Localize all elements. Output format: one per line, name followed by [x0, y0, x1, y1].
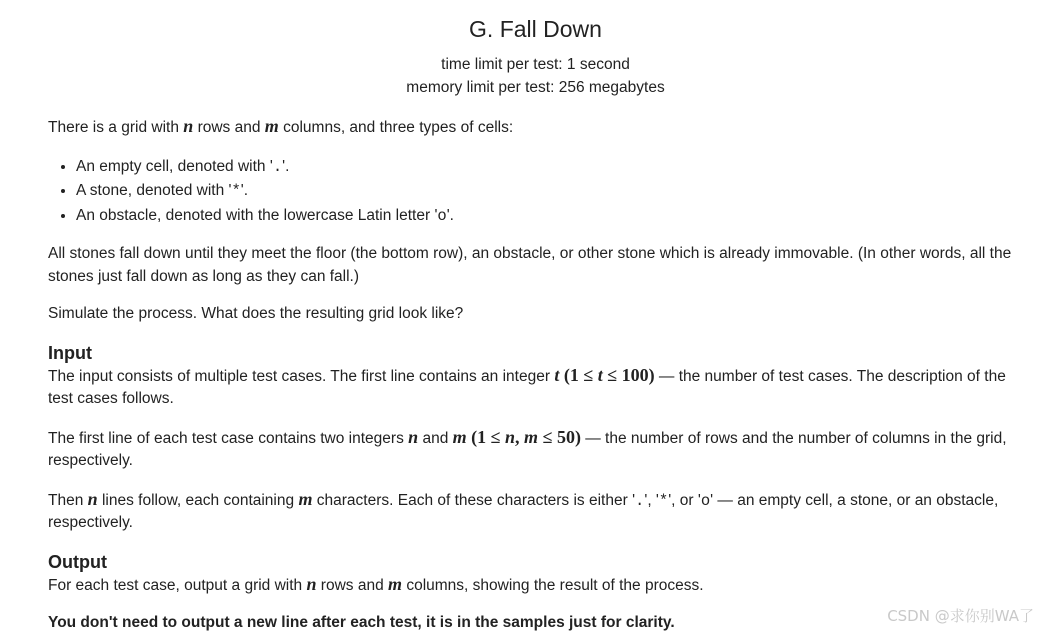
cell-types-list — [48, 155, 1023, 229]
csdn-watermark: CSDN @求你别WA了 — [887, 607, 1034, 625]
intro-paragraph — [48, 115, 1023, 140]
simulate-paragraph: Simulate the process. What does the resulting grid look like? — [48, 305, 464, 322]
output-note: You don't need to output a new line after each test, it is in the samples just for clarity. — [48, 614, 675, 631]
problem-title: G. Fall Down — [469, 16, 602, 42]
var-n: n — [183, 116, 194, 136]
input-paragraph-3: Then n lines follow, each containing m characters. Each of these characters is either '.', '*', or 'o' — an empty cell, a stone, or an obstacle, respectively. — [48, 488, 999, 531]
intro-text: rows and — [193, 119, 265, 136]
input-heading: Input — [48, 342, 92, 363]
input-paragraph-2: The first line of each test case contains two integers n and m (1 ≤ n, m ≤ 50) — the number of rows and the number of columns in the grid, respectively. — [48, 426, 1007, 469]
problem-statement — [48, 0, 1023, 635]
list-item: • An obstacle, denoted with the lowercase Latin letter 'o'. — [76, 204, 1023, 229]
output-heading: Output — [48, 551, 107, 572]
intro-text: There is a grid with — [48, 119, 184, 136]
intro-text: columns, and three types of cells: — [278, 119, 514, 136]
list-item: • An empty cell, denoted with '.'. — [76, 155, 1023, 180]
list-item: • A stone, denoted with '*'. — [76, 179, 1023, 204]
time-limit: time limit per test: 1 second — [441, 56, 630, 73]
memory-limit: memory limit per test: 256 megabytes — [406, 79, 665, 96]
input-paragraph-1: The input consists of multiple test cases. The first line contains an integer t (1 ≤ t ≤ 100) — the number of test cases. The description of the test cases follows. — [48, 364, 1006, 407]
fall-paragraph: All stones fall down until they meet the floor (the bottom row), an obstacle, or other stone which is already immovable. (In other words, all the stones just fall down as long as they can fall.) — [48, 245, 1012, 285]
output-paragraph: For each test case, output a grid with n rows and m columns, showing the result of the process. — [48, 573, 704, 594]
var-m: m — [264, 116, 279, 136]
